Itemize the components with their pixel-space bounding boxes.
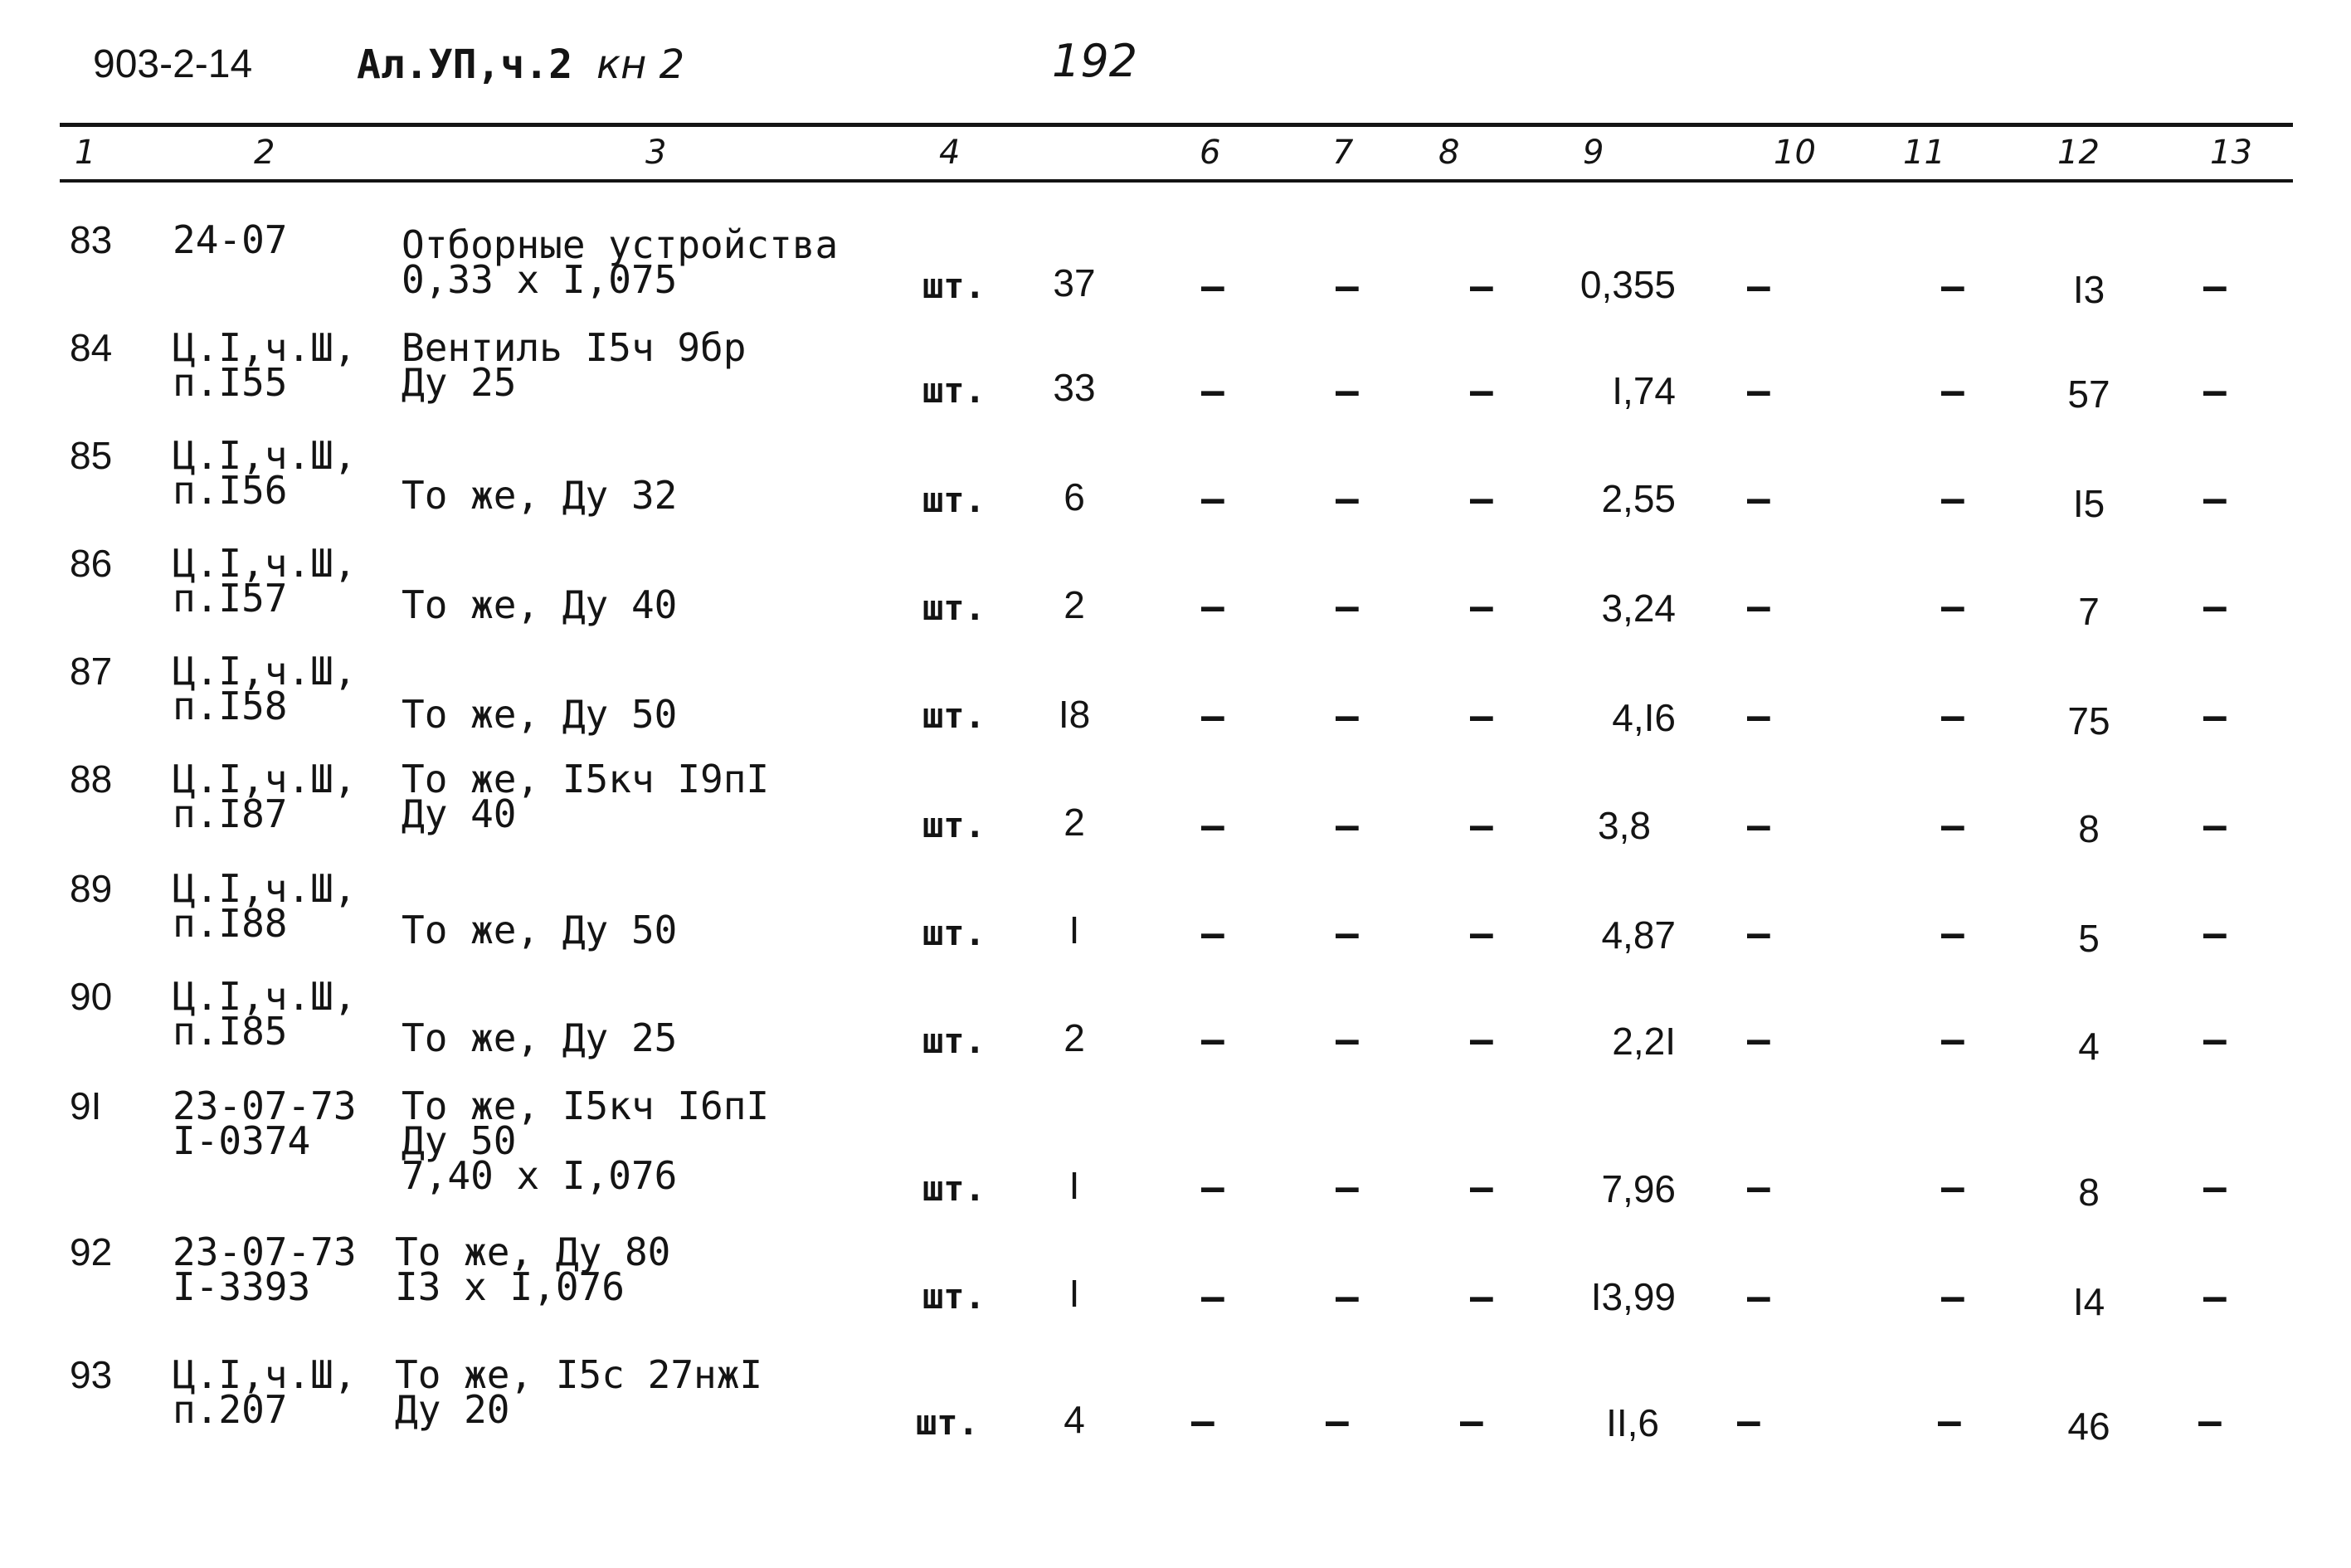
column-11-cell: –: [1941, 476, 1964, 521]
column-11-cell: –: [1941, 584, 1964, 629]
column-6-cell: –: [1201, 803, 1224, 848]
quantity-cell: 33: [1053, 366, 1096, 409]
reference-line: п.I85: [173, 1009, 288, 1054]
column-number: 1: [75, 134, 96, 172]
reference-line: 24-07: [173, 217, 288, 262]
column-10-cell: –: [1747, 1165, 1770, 1210]
column-12-cell: 7: [2078, 590, 2100, 633]
unit-cell: шт.: [922, 695, 986, 736]
unit-cell: шт.: [922, 805, 986, 845]
unit-cell: шт.: [922, 370, 986, 411]
mass-cell: I3,99: [1590, 1275, 1676, 1318]
column-8-cell: –: [1470, 476, 1493, 521]
unit-cell: шт.: [922, 587, 986, 628]
unit-cell: шт.: [922, 480, 986, 520]
mass-cell: 7,96: [1601, 1167, 1676, 1210]
column-10-cell: –: [1747, 694, 1770, 738]
quantity-cell: 2: [1064, 1016, 1085, 1059]
column-10-cell: –: [1747, 911, 1770, 956]
column-10-cell: –: [1747, 264, 1770, 309]
column-number: 7: [1332, 134, 1354, 172]
description-cell: [402, 222, 839, 302]
row-number: 93: [70, 1353, 113, 1396]
row-number: 85: [70, 434, 113, 477]
reference-line: п.I87: [173, 791, 288, 836]
column-6-cell: –: [1201, 694, 1224, 738]
column-number: 6: [1200, 134, 1221, 172]
column-10-cell: –: [1747, 1017, 1770, 1062]
description-cell: [402, 757, 770, 836]
description-cell: То же, Ду 25: [402, 1015, 678, 1060]
column-8-cell: –: [1470, 1165, 1493, 1210]
reference-cell: [173, 1083, 357, 1163]
column-13-cell: –: [2203, 264, 2227, 309]
column-number: 9: [1583, 134, 1604, 172]
book-label: кн 2: [596, 41, 685, 88]
column-11-cell: –: [1941, 1017, 1964, 1062]
table-row: [0, 974, 2351, 1085]
column-6-cell: –: [1201, 1274, 1224, 1319]
column-13-cell: –: [2203, 1165, 2227, 1210]
description-line: 7,40 x I,076: [402, 1153, 678, 1198]
description-line: Ду 50: [402, 1118, 517, 1163]
column-6-cell: –: [1191, 1399, 1214, 1444]
row-number: 92: [70, 1230, 113, 1273]
column-number: 10: [1774, 134, 1816, 172]
reference-line: Ц.I,ч.Ш,: [173, 1352, 357, 1397]
description-cell: [395, 1352, 763, 1432]
column-13-cell: –: [2203, 911, 2227, 956]
column-6-cell: –: [1201, 911, 1224, 956]
column-10-cell: –: [1737, 1399, 1760, 1444]
mass-cell: 2,2I: [1612, 1020, 1676, 1063]
reference-line: I-0374: [173, 1118, 311, 1163]
reference-line: Ц.I,ч.Ш,: [173, 541, 357, 586]
unit-cell: шт.: [922, 1276, 986, 1317]
description-line: Ду 20: [395, 1387, 510, 1432]
description-line: 0,33 x I,075: [402, 257, 678, 302]
column-number: 4: [939, 134, 961, 172]
description-line: То же, I5кч I6пI: [402, 1083, 770, 1128]
table-row: [0, 325, 2351, 436]
quantity-cell: 2: [1064, 801, 1085, 844]
table-row: [0, 1230, 2351, 1341]
column-10-cell: –: [1747, 1274, 1770, 1319]
column-6-cell: –: [1201, 476, 1224, 521]
description-line: То же, Ду 80: [395, 1230, 671, 1274]
table-row: [0, 217, 2351, 329]
column-8-cell: –: [1470, 1017, 1493, 1062]
column-7-cell: –: [1336, 1165, 1359, 1210]
reference-cell: [173, 1230, 357, 1309]
table-row: [0, 757, 2351, 868]
column-6-cell: –: [1201, 368, 1224, 413]
column-8-cell: –: [1470, 368, 1493, 413]
column-7-cell: –: [1336, 368, 1359, 413]
mass-cell: 0,355: [1580, 263, 1676, 306]
reference-line: Ц.I,ч.Ш,: [173, 866, 357, 911]
mass-cell: 2,55: [1601, 477, 1676, 520]
unit-cell: шт.: [922, 913, 986, 953]
description-line: То же, I5кч I9пI: [402, 757, 770, 801]
table-row: [0, 649, 2351, 760]
column-number: 13: [2210, 134, 2252, 172]
column-7-cell: –: [1336, 1274, 1359, 1319]
description-cell: [395, 1230, 671, 1309]
reference-line: п.I56: [173, 468, 288, 513]
column-13-cell: –: [2203, 368, 2227, 413]
column-13-cell: –: [2203, 476, 2227, 521]
column-6-cell: –: [1201, 1165, 1224, 1210]
column-12-cell: 57: [2067, 373, 2110, 416]
column-6-cell: –: [1201, 264, 1224, 309]
column-12-cell: I4: [2072, 1280, 2105, 1323]
column-12-cell: 4: [2078, 1025, 2100, 1068]
column-11-cell: –: [1941, 1274, 1964, 1319]
reference-cell: [173, 541, 357, 621]
column-8-cell: –: [1470, 803, 1493, 848]
row-number: 90: [70, 975, 113, 1018]
reference-line: п.I88: [173, 901, 288, 946]
album-label: Ал.УП,ч.2: [357, 41, 573, 88]
row-number: 89: [70, 867, 113, 910]
mass-cell: II,6: [1606, 1401, 1659, 1444]
description-line: Ду 25: [402, 360, 517, 405]
quantity-cell: I: [1068, 1272, 1080, 1315]
reference-line: п.I55: [173, 360, 288, 405]
column-number: 12: [2057, 134, 2100, 172]
column-11-cell: –: [1941, 368, 1964, 413]
unit-cell: шт.: [922, 1020, 986, 1061]
column-10-cell: –: [1747, 803, 1770, 848]
column-13-cell: –: [2198, 1399, 2222, 1444]
reference-cell: [173, 866, 357, 946]
reference-line: п.I57: [173, 576, 288, 621]
column-8-cell: –: [1460, 1399, 1483, 1444]
reference-cell: [173, 649, 357, 728]
row-number: 9I: [70, 1084, 102, 1127]
unit-cell: шт.: [916, 1402, 979, 1443]
column-8-cell: –: [1470, 694, 1493, 738]
reference-line: п.207: [173, 1387, 288, 1432]
reference-line: Ц.I,ч.Ш,: [173, 757, 357, 801]
column-7-cell: –: [1326, 1399, 1349, 1444]
page-number: 192: [1052, 35, 1138, 87]
reference-line: Ц.I,ч.Ш,: [173, 649, 357, 694]
quantity-cell: 2: [1064, 583, 1085, 626]
column-8-cell: –: [1470, 584, 1493, 629]
row-number: 83: [70, 218, 113, 261]
row-number: 86: [70, 542, 113, 585]
quantity-cell: I8: [1058, 693, 1091, 736]
row-number: 87: [70, 650, 113, 693]
mass-cell: 3,8: [1598, 804, 1651, 847]
column-13-cell: –: [2203, 1017, 2227, 1062]
column-7-cell: –: [1336, 911, 1359, 956]
row-number: 88: [70, 757, 113, 801]
reference-cell: [173, 757, 357, 836]
column-12-cell: 8: [2078, 807, 2100, 850]
quantity-cell: 4: [1064, 1398, 1085, 1441]
column-7-cell: –: [1336, 584, 1359, 629]
column-12-cell: 5: [2078, 917, 2100, 960]
mass-cell: I,74: [1612, 369, 1676, 412]
description-cell: То же, Ду 50: [402, 692, 678, 737]
quantity-cell: 6: [1064, 475, 1085, 519]
column-number: 11: [1903, 134, 1945, 172]
column-6-cell: –: [1201, 584, 1224, 629]
quantity-cell: 37: [1053, 261, 1096, 304]
unit-cell: шт.: [922, 265, 986, 306]
column-11-cell: –: [1941, 1165, 1964, 1210]
table-row: [0, 1352, 2351, 1463]
quantity-cell: I: [1068, 908, 1080, 952]
reference-cell: [173, 1352, 357, 1432]
table-row: [0, 1083, 2351, 1214]
column-13-cell: –: [2203, 1274, 2227, 1319]
reference-line: Ц.I,ч.Ш,: [173, 433, 357, 478]
column-8-cell: –: [1470, 1274, 1493, 1319]
column-12-cell: I3: [2072, 268, 2105, 311]
reference-cell: [173, 217, 288, 262]
description-cell: То же, Ду 50: [402, 908, 678, 952]
column-13-cell: –: [2203, 803, 2227, 848]
table-row: [0, 541, 2351, 652]
column-11-cell: –: [1941, 694, 1964, 738]
column-10-cell: –: [1747, 584, 1770, 629]
column-number: 2: [254, 134, 275, 172]
column-7-cell: –: [1336, 264, 1359, 309]
column-6-cell: –: [1201, 1017, 1224, 1062]
column-7-cell: –: [1336, 694, 1359, 738]
reference-line: 23-07-73: [173, 1083, 357, 1128]
description-cell: [402, 325, 747, 405]
description-line: I3 x I,076: [395, 1264, 625, 1309]
description-line: Отборные устройства: [402, 222, 839, 267]
reference-cell: [173, 974, 357, 1054]
mass-cell: 3,24: [1601, 587, 1676, 630]
unit-cell: шт.: [922, 1168, 986, 1209]
column-10-cell: –: [1747, 476, 1770, 521]
mass-cell: 4,I6: [1612, 696, 1676, 739]
reference-line: п.I58: [173, 684, 288, 728]
column-11-cell: –: [1941, 911, 1964, 956]
column-8-cell: –: [1470, 911, 1493, 956]
description-line: Вентиль I5ч 9бр: [402, 325, 747, 370]
column-11-cell: –: [1941, 264, 1964, 309]
quantity-cell: I: [1068, 1164, 1080, 1207]
column-11-cell: –: [1941, 803, 1964, 848]
column-12-cell: I5: [2072, 482, 2105, 525]
reference-cell: [173, 433, 357, 513]
column-7-cell: –: [1336, 1017, 1359, 1062]
description-cell: [402, 1083, 770, 1198]
description-line: То же, I5с 27нжI: [395, 1352, 763, 1397]
description-cell: То же, Ду 40: [402, 582, 678, 627]
reference-cell: [173, 325, 357, 405]
column-13-cell: –: [2203, 584, 2227, 629]
table-row: [0, 866, 2351, 977]
column-number: 8: [1438, 134, 1460, 172]
table-row: [0, 433, 2351, 544]
column-11-cell: –: [1938, 1399, 1961, 1444]
reference-line: I-3393: [173, 1264, 311, 1309]
mass-cell: 4,87: [1601, 913, 1676, 957]
column-8-cell: –: [1470, 264, 1493, 309]
column-number: 3: [645, 134, 667, 172]
column-7-cell: –: [1336, 803, 1359, 848]
row-number: 84: [70, 326, 113, 369]
column-13-cell: –: [2203, 694, 2227, 738]
column-10-cell: –: [1747, 368, 1770, 413]
column-12-cell: 46: [2067, 1405, 2110, 1448]
description-cell: То же, Ду 32: [402, 473, 678, 518]
reference-line: 23-07-73: [173, 1230, 357, 1274]
column-7-cell: –: [1336, 476, 1359, 521]
column-12-cell: 8: [2078, 1171, 2100, 1214]
column-12-cell: 75: [2067, 699, 2110, 743]
document-code: 903-2-14: [93, 42, 253, 86]
reference-line: Ц.I,ч.Ш,: [173, 325, 357, 370]
reference-line: Ц.I,ч.Ш,: [173, 974, 357, 1019]
description-line: Ду 40: [402, 791, 517, 836]
